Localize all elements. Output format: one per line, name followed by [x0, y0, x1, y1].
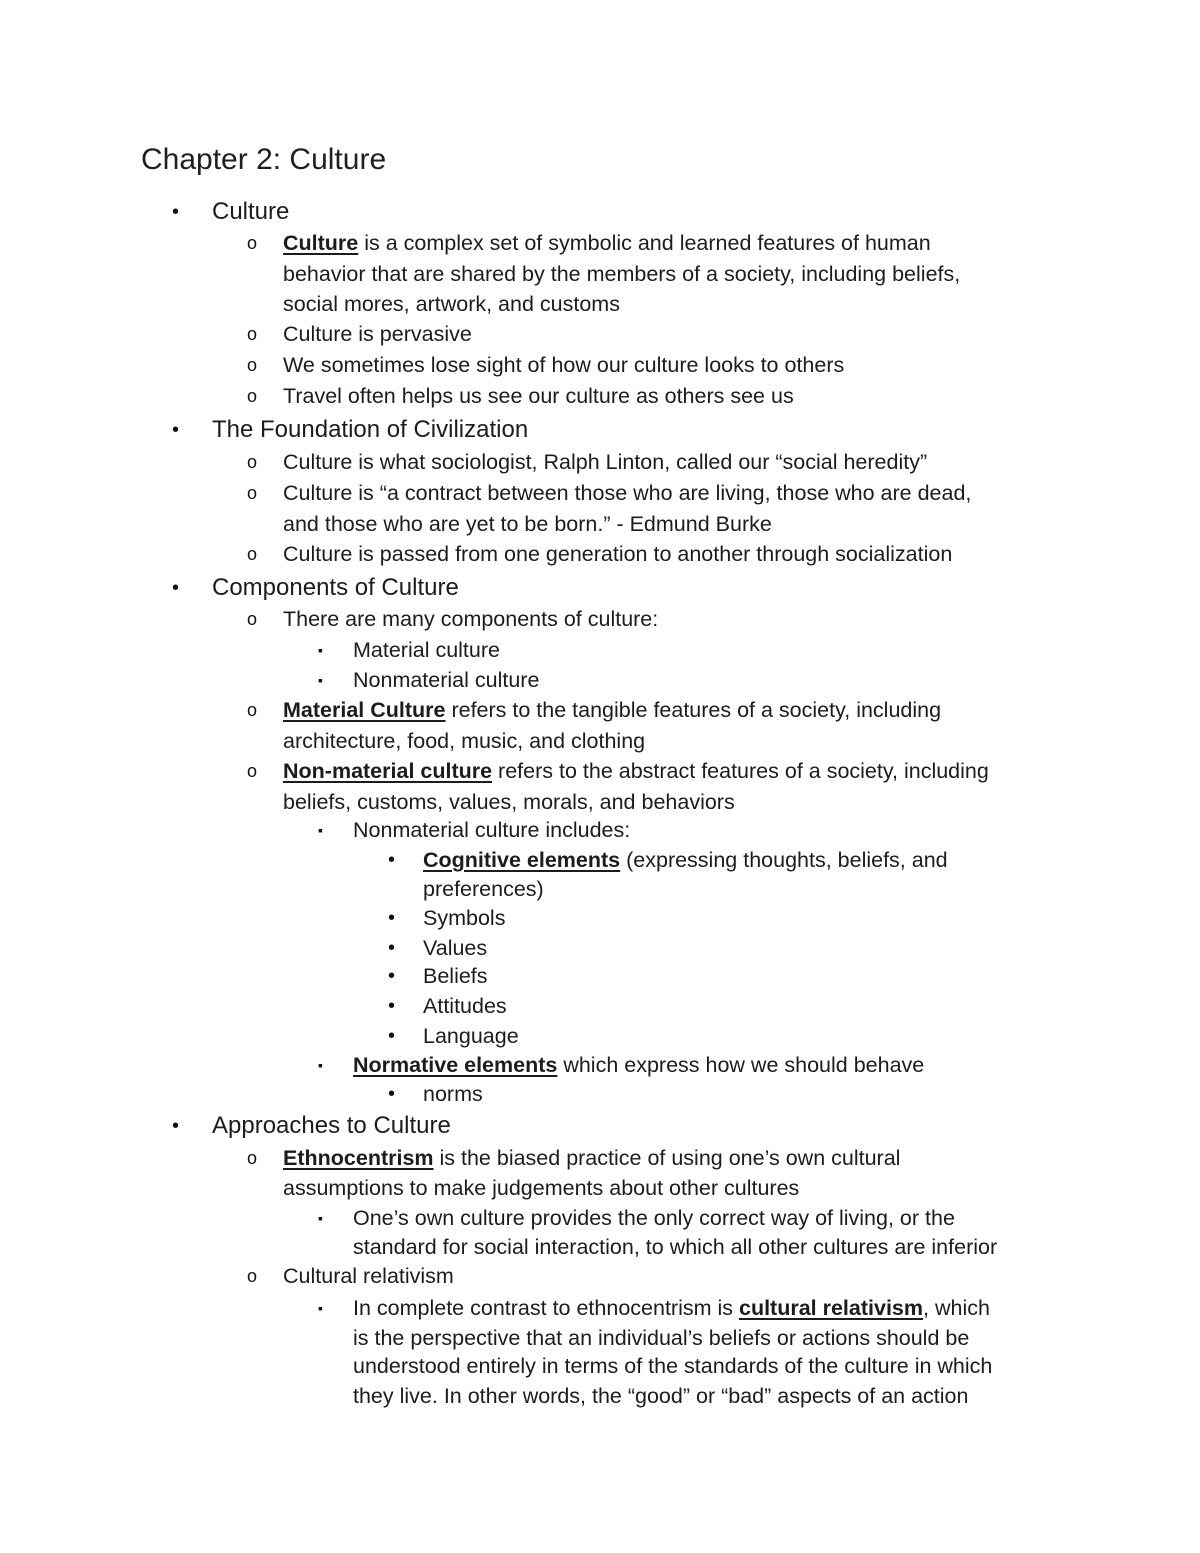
key-term: Normative elements [353, 1053, 558, 1077]
list-item: Travel often helps us see our culture as others see us [283, 384, 794, 408]
list-item-continuation: assumptions to make judgements about other cultures [283, 1176, 800, 1200]
section-heading-culture: Culture [212, 198, 290, 225]
list-item: Culture is a complex set of symbolic and learned features of human [283, 231, 931, 255]
bullet-marker: • [172, 1115, 180, 1137]
sub-bullet-marker: o [247, 483, 258, 503]
list-item-continuation: and those who are yet to be born.” - Edmund Burke [283, 512, 772, 536]
list-item-continuation: social mores, artwork, and customs [283, 292, 620, 316]
list-item: Culture is passed from one generation to another through socialization [283, 542, 953, 566]
sub-bullet-marker: o [247, 544, 258, 564]
sub-bullet-marker: o [247, 609, 258, 629]
list-item: Non-material culture refers to the abstract features of a society, including [283, 759, 989, 783]
bullet-marker: • [172, 419, 180, 441]
square-bullet-marker: ▪ [318, 1057, 323, 1073]
sub-bullet-marker: o [247, 233, 258, 253]
key-term: Cognitive elements [423, 848, 621, 872]
list-item: There are many components of culture: [283, 607, 659, 631]
list-item: Ethnocentrism is the biased practice of using one’s own cultural [283, 1146, 901, 1170]
list-item-continuation: standard for social interaction, to which all other cultures are inferior [353, 1235, 998, 1259]
key-term: Material Culture [283, 698, 446, 722]
list-item-continuation: understood entirely in terms of the standards of the culture in which [353, 1354, 993, 1378]
list-item: Language [423, 1024, 519, 1048]
sub-bullet-marker: o [247, 761, 258, 781]
list-item: Material Culture refers to the tangible features of a society, including [283, 698, 942, 722]
key-term: cultural relativism [738, 1296, 924, 1320]
key-term: Non-material culture [283, 759, 493, 783]
sub-bullet-marker: o [247, 1266, 258, 1286]
list-item: norms [423, 1082, 483, 1106]
list-item: Cognitive elements (expressing thoughts, beliefs, and [423, 848, 948, 872]
list-item: Cultural relativism [283, 1264, 454, 1288]
list-item: Symbols [423, 906, 506, 930]
list-item-continuation: behavior that are shared by the members of a society, including beliefs, [283, 262, 961, 286]
list-item: One’s own culture provides the only correct way of living, or the [353, 1206, 955, 1230]
sub-bullet-marker: o [247, 452, 258, 472]
list-item-continuation: is the perspective that an individual’s beliefs or actions should be [353, 1326, 970, 1350]
sub-bullet-marker: o [247, 1148, 258, 1168]
list-item-continuation: preferences) [423, 877, 544, 901]
key-term: Culture [283, 231, 359, 255]
page-title: Chapter 2: Culture [141, 143, 387, 176]
bullet-marker: • [172, 201, 180, 223]
square-bullet-marker: ▪ [318, 672, 323, 688]
list-item: Normative elements which express how we should behave [353, 1053, 925, 1077]
square-bullet-marker: ▪ [318, 822, 323, 838]
square-bullet-marker: ▪ [318, 1300, 323, 1316]
section-heading-components: Components of Culture [212, 574, 459, 601]
list-item: Attitudes [423, 994, 507, 1018]
sub-bullet-marker: o [247, 324, 258, 344]
key-term: Ethnocentrism [283, 1146, 434, 1170]
list-item: Culture is “a contract between those who are living, those who are dead, [283, 481, 972, 505]
list-item: Material culture [353, 638, 500, 662]
bullet-marker: • [388, 849, 396, 871]
list-item: We sometimes lose sight of how our culture looks to others [283, 353, 845, 377]
list-item: Culture is pervasive [283, 322, 472, 346]
sub-bullet-marker: o [247, 355, 258, 375]
bullet-marker: • [388, 965, 396, 987]
square-bullet-marker: ▪ [318, 642, 323, 658]
bullet-marker: • [388, 937, 396, 959]
list-item-continuation: architecture, food, music, and clothing [283, 729, 646, 753]
list-item: In complete contrast to ethnocentrism is cultural relativism, which [353, 1296, 990, 1320]
section-heading-foundation: The Foundation of Civilization [212, 416, 529, 443]
bullet-marker: • [388, 995, 396, 1017]
section-heading-approaches: Approaches to Culture [212, 1112, 451, 1139]
bullet-marker: • [172, 577, 180, 599]
list-item: Culture is what sociologist, Ralph Linton, called our “social heredity” [283, 450, 928, 474]
sub-bullet-marker: o [247, 386, 258, 406]
list-item: Values [423, 936, 488, 960]
list-item-continuation: beliefs, customs, values, morals, and behaviors [283, 790, 735, 814]
square-bullet-marker: ▪ [318, 1210, 323, 1226]
list-item: Nonmaterial culture [353, 668, 540, 692]
bullet-marker: • [388, 907, 396, 929]
list-item: Nonmaterial culture includes: [353, 818, 631, 842]
bullet-marker: • [388, 1025, 396, 1047]
bullet-marker: • [388, 1083, 396, 1105]
list-item-continuation: they live. In other words, the “good” or “bad” aspects of an action [353, 1384, 969, 1408]
list-item: Beliefs [423, 964, 488, 988]
sub-bullet-marker: o [247, 700, 258, 720]
